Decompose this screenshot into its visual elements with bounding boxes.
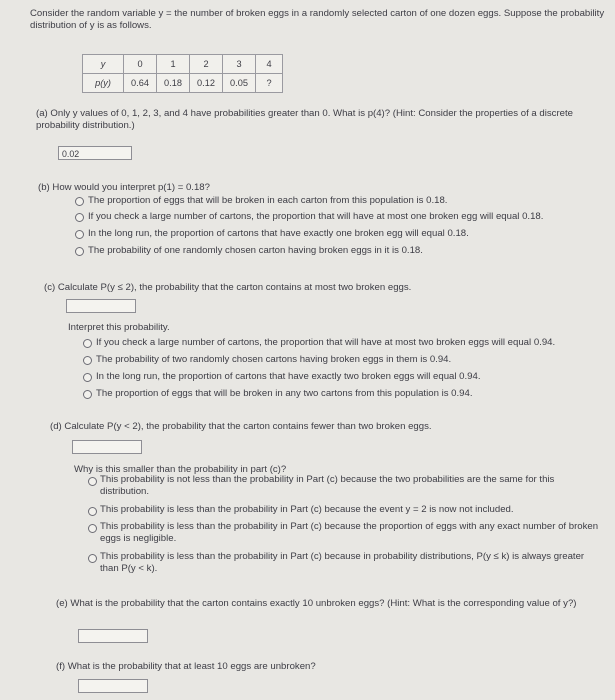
table-row-y [83, 55, 283, 74]
part-e-answer-input[interactable] [78, 629, 148, 643]
table-cell-y: 1 [157, 55, 190, 74]
part-c-answer-input[interactable] [66, 299, 136, 313]
part-d-option-4-radio[interactable] [88, 554, 97, 563]
problem-intro: Consider the random variable y = the number of broken eggs in a randomly selected carton of one dozen eggs. Suppose the probability distribution of y is as follows. [30, 8, 605, 31]
part-b-option-4-label: The probability of one randomly chosen carton having broken eggs in it is 0.18. [88, 245, 423, 256]
table-cell-y: 2 [190, 55, 223, 74]
probability-distribution-table [82, 54, 283, 93]
table-cell-p: 0.18 [157, 74, 190, 93]
part-d-option-1-label: This probability is not less than the probability in Part (c) because the two probabilities are the same for this distribution. [100, 474, 555, 497]
part-b-option-4-radio[interactable] [75, 247, 84, 256]
part-a-question: (a) Only y values of 0, 1, 2, 3, and 4 have probabilities greater than 0. What is p(4)? (Hint: Consider the properties of a discrete probability distribution.) [36, 108, 573, 131]
part-b-option-2-radio[interactable] [75, 213, 84, 222]
part-b-option-1-radio[interactable] [75, 197, 84, 206]
table-cell-p: 0.64 [124, 74, 157, 93]
part-c-option-1-label: If you check a large number of cartons, the proportion that will have at most two broken eggs will equal 0.94. [96, 337, 556, 348]
part-d-option-2-radio[interactable] [88, 507, 97, 516]
part-f-answer-input[interactable] [78, 679, 148, 693]
part-b-option-3-label: In the long run, the proportion of cartons that have exactly one broken egg will equal 0.18. [88, 228, 469, 239]
part-d-answer-input[interactable] [72, 440, 142, 454]
part-c-option-4-radio[interactable] [83, 390, 92, 399]
part-d-option-3-radio[interactable] [88, 524, 97, 533]
table-cell-p: 0.05 [223, 74, 256, 93]
table-cell-y: 3 [223, 55, 256, 74]
part-c-question: (c) Calculate P(y ≤ 2), the probability that the carton contains at most two broken eggs. [44, 282, 412, 293]
part-d-option-1-radio[interactable] [88, 477, 97, 486]
part-d-why-label: Why is this smaller than the probability in part (c)? [74, 464, 287, 475]
part-b-option-3-radio[interactable] [75, 230, 84, 239]
part-b-question: (b) How would you interpret p(1) = 0.18? [38, 182, 210, 193]
part-e-question: (e) What is the probability that the carton contains exactly 10 unbroken eggs? (Hint: What is the corresponding value of y?) [56, 598, 577, 609]
table-cell-p: ? [256, 74, 283, 93]
part-c-option-4-label: The proportion of eggs that will be broken in any two cartons from this population is 0.94. [96, 388, 473, 399]
part-d-option-4-label: This probability is less than the probability in Part (c) because in probability distributions, P(y ≤ k) is always greater than P(y < k). [100, 551, 585, 574]
table-cell-y: 4 [256, 55, 283, 74]
part-d-option-2-label: This probability is less than the probability in Part (c) because the event y = 2 is now not included. [100, 504, 514, 515]
part-c-option-3-radio[interactable] [83, 373, 92, 382]
table-header-y: y [83, 55, 124, 74]
table-cell-y: 0 [124, 55, 157, 74]
part-c-option-2-label: The probability of two randomly chosen cartons having broken eggs in them is 0.94. [96, 354, 452, 365]
part-d-question: (d) Calculate P(y < 2), the probability that the carton contains fewer than two broken eggs. [50, 421, 432, 432]
part-b-option-2-label: If you check a large number of cartons, the proportion that will have at most one broken egg will equal 0.18. [88, 211, 544, 222]
table-row-p [83, 74, 283, 93]
part-c-option-2-radio[interactable] [83, 356, 92, 365]
part-d-option-3-label: This probability is less than the probability in Part (c) because the proportion of eggs with any exact number of broken eggs is negligible. [100, 521, 599, 544]
part-c-option-1-radio[interactable] [83, 339, 92, 348]
part-b-option-1-label: The proportion of eggs that will be broken in each carton from this population is 0.18. [88, 195, 448, 206]
part-c-option-3-label: In the long run, the proportion of cartons that have exactly two broken eggs will equal 0.94. [96, 371, 481, 382]
table-header-p: p(y) [83, 74, 124, 93]
part-a-answer-input[interactable]: 0.02 [58, 146, 132, 160]
part-c-interpret-label: Interpret this probability. [68, 322, 170, 333]
table-cell-p: 0.12 [190, 74, 223, 93]
part-f-question: (f) What is the probability that at least 10 eggs are unbroken? [56, 661, 316, 672]
